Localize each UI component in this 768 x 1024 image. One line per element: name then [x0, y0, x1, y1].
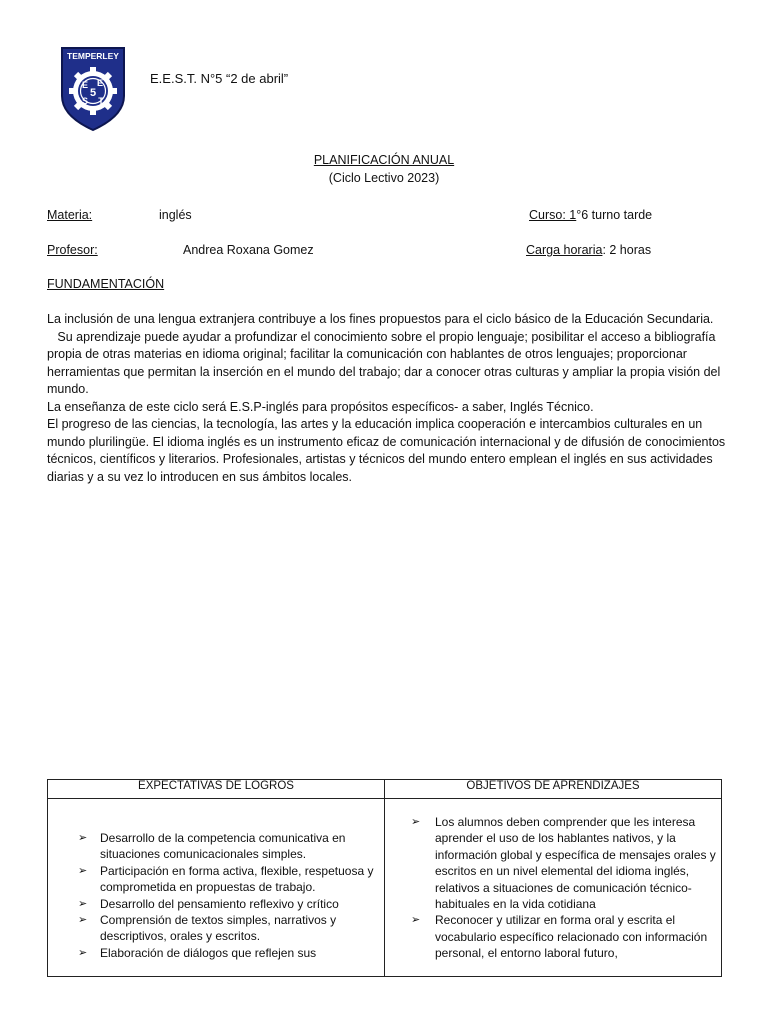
logo-letter-e1: E — [81, 80, 89, 90]
objetivos-list — [385, 814, 721, 962]
profesor-value: Andrea Roxana Gomez — [183, 243, 314, 257]
fund-paragraph: La enseñanza de este ciclo será E.S.P-inglés para propósitos específicos- a saber, Inglés Técnico. — [47, 399, 594, 414]
list-item: ➢ Desarrollo del pensamiento reflexivo y crítico — [48, 896, 384, 912]
school-logo — [60, 46, 126, 132]
objetivos-cell — [385, 799, 722, 977]
table-header-objetivos: OBJETIVOS DE APRENDIZAJES — [385, 780, 722, 799]
logo-text: TEMPERLEY — [67, 51, 119, 61]
table-header-expectativas: EXPECTATIVAS DE LOGROS — [48, 780, 385, 799]
list-item: ➢ Reconocer y utilizar en forma oral y escrita el vocabulario específico relacionado con información personal, el entorno laboral futuro, — [385, 912, 721, 961]
curso-value: °6 turno tarde — [576, 208, 653, 222]
objectives-table — [47, 779, 722, 977]
fund-paragraph: La inclusión de una lengua extranjera contribuye a los fines propuestos para el ciclo básico de la Educación Secundaria. — [47, 312, 714, 326]
curso-label: Curso: 1 — [529, 208, 577, 222]
materia-value: inglés — [159, 208, 192, 222]
logo-letter-5: 5 — [89, 87, 97, 99]
fundamentacion-heading: FUNDAMENTACIÓN — [47, 277, 165, 291]
plan-subtitle: (Ciclo Lectivo 2023) — [328, 171, 440, 185]
list-item: ➢ Comprensión de textos simples, narrativos y descriptivos, orales y escritos. — [48, 912, 384, 945]
carga-value: : 2 horas — [602, 243, 652, 257]
fundamentacion-body — [47, 311, 727, 486]
carga-field — [526, 242, 651, 260]
fund-paragraph: Su aprendizaje puede ayudar a profundizar el conocimiento sobre el propio lenguaje; posibilitar el acceso a bibliografía propia de otras materias en idioma original; facilitar la comunicación con hablantes de otros lenguajes; proporcionar herramientas que permitan la inserción en el mundo del trabajo; dar a conocer otras culturas y ampliar la propia visión del mundo. — [47, 329, 724, 396]
list-item: ➢ Elaboración de diálogos que reflejen sus — [48, 945, 384, 961]
materia-label: Materia: — [47, 208, 93, 222]
expectativas-cell — [48, 799, 385, 977]
list-item: ➢ Los alumnos deben comprender que les interesa aprender el uso de los hablantes nativos, y la información global y específica de mensajes orales y escritos en un nivel elemental del idioma inglés, relativos a situaciones de comunicación técnico-habituales en la vida cotidiana — [385, 814, 721, 912]
plan-title: PLANIFICACIÓN ANUAL — [313, 153, 455, 167]
curso-field — [529, 207, 652, 225]
profesor-label: Profesor: — [47, 243, 98, 257]
expectativas-list — [48, 830, 384, 961]
logo-letter-t: T — [98, 96, 104, 106]
list-item: ➢ Participación en forma activa, flexible, respetuosa y comprometida en propuestas de trabajo. — [48, 863, 384, 896]
logo-letter-s: S — [81, 96, 89, 106]
school-name: E.E.S.T. N°5 “2 de abril” — [150, 71, 289, 86]
list-item: ➢ Desarrollo de la competencia comunicativa en situaciones comunicacionales simples. — [48, 830, 384, 863]
fund-paragraph: El progreso de las ciencias, la tecnología, las artes y la educación implica cooperación e intercambios culturales en un mundo plurilingüe. El idioma inglés es un instrumento eficaz de comunicación internacional y de difusión de conocimientos técnicos, científicos y literarios. Profesionales, artistas y técnicos del mundo entero emplean el inglés en sus actividades diarias y a su vez lo introducen en sus ámbitos locales. — [47, 417, 726, 484]
carga-label: Carga horaria — [526, 243, 603, 257]
logo-letter-e2: E — [96, 78, 104, 88]
